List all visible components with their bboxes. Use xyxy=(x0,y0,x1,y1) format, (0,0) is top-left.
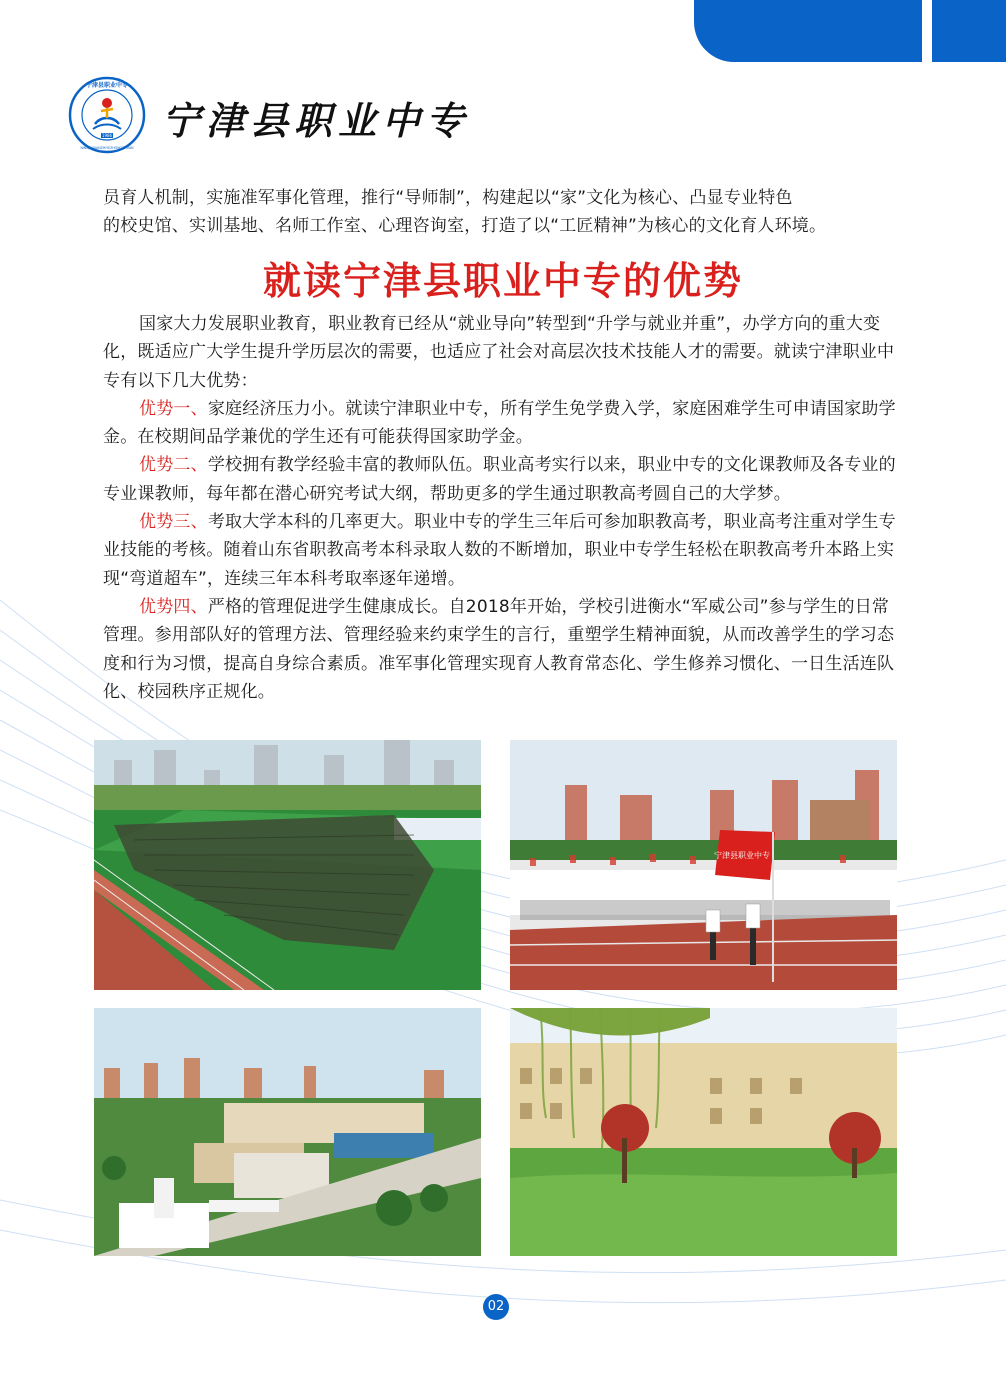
parade-banner-text: 宁津县职业中专 xyxy=(714,851,770,860)
school-logo xyxy=(68,76,146,154)
school-name: 宁津县职业中专 xyxy=(162,98,471,143)
advantage-paragraph-3 xyxy=(103,508,903,593)
advantage-text-3: 考取大学本科的几率更大。职业中专的学生三年后可参加职教高考，职业高考注重对学生专业技能的考核。随着山东省职教高考本科录取人数的不断增加，职业中专学生轻松在职教高考升本路上实现“弯道超车”，连续三年本科考取率逐年递增。 xyxy=(103,512,896,589)
intro-line-2: 的校史馆、实训基地、名师工作室、心理咨询室，打造了以“工匠精神”为核心的文化育人环境。 xyxy=(103,216,827,237)
advantage-label-3: 优势三、 xyxy=(139,512,208,533)
intro-line-1: 员育人机制，实施准军事化管理，推行“导师制”，构建起以“家”文化为核心、凸显专业特色 xyxy=(103,188,793,208)
photo-campus-garden xyxy=(510,1008,897,1256)
advantage-label-2: 优势二、 xyxy=(139,455,208,476)
advantage-text-1: 家庭经济压力小。就读宁津职业中专，所有学生免学费入学，家庭困难学生可申请国家助学金。在校期间品学兼优的学生还有可能获得国家助学金。 xyxy=(103,398,896,448)
header-corner-tab xyxy=(694,0,922,62)
advantage-paragraph-1 xyxy=(103,395,903,452)
advantages-body xyxy=(103,310,903,706)
photo-campus-aerial xyxy=(94,1008,481,1256)
advantage-text-4: 严格的管理促进学生健康成长。自2018年开始，学校引进衡水“军威公司”参与学生的日常管理。参用部队好的管理方法、管理经验来约束学生的言行，重塑学生精神面貌，从而改善学生的学习态度和行为习惯，提高自身综合素质。准军事化管理实现育人教育常态化、学生修养习惯化、一日生活连队化、校园秩序正规化。 xyxy=(103,596,895,702)
header-corner-tab-right xyxy=(932,0,1006,62)
logo-year: 1986 xyxy=(101,133,113,138)
photo-student-parade xyxy=(510,740,897,990)
lead-paragraph: 国家大力发展职业教育，职业教育已经从“就业导向”转型到“升学与就业并重”，办学方向的重大变化，既适应广大学生提升学历层次的需要，也适应了社会对高层次技术技能人才的需要。就读宁津职业中专有以下几大优势： xyxy=(103,314,895,391)
logo-ring-text-bottom: NINGJINXIANZHIYEZHONGZHUAN xyxy=(80,146,134,150)
intro-paragraph xyxy=(103,184,903,241)
logo-ring-text-top: 宁津县职业中专 xyxy=(85,82,129,89)
advantage-label-4: 优势四、 xyxy=(139,596,208,617)
advantage-label-1: 优势一、 xyxy=(139,398,208,419)
advantage-text-2: 学校拥有教学经验丰富的教师队伍。职业高考实行以来，职业中专的文化课教师及各专业的专业课教师，每年都在潜心研究考试大纲，帮助更多的学生通过职教高考圆自己的大学梦。 xyxy=(103,455,896,504)
advantage-paragraph-4 xyxy=(103,593,903,706)
page-number: 02 xyxy=(483,1294,509,1320)
section-heading: 就读宁津县职业中专的优势 xyxy=(262,259,743,303)
photo-military-drill xyxy=(94,740,481,990)
advantage-paragraph-2 xyxy=(103,451,903,508)
